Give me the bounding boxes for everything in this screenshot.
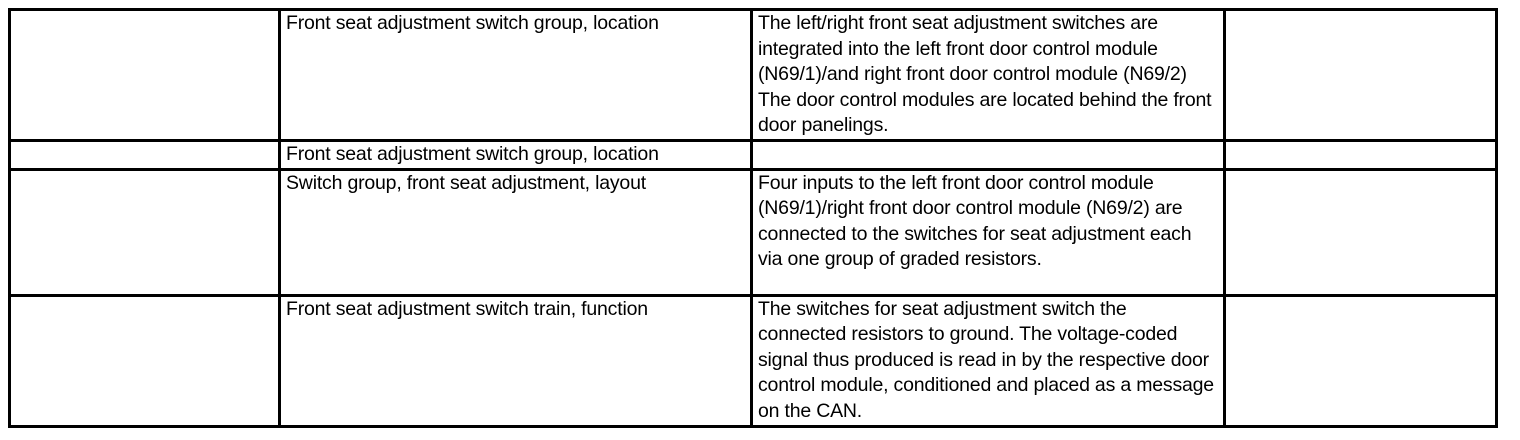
table-row [10,140,1497,169]
row-blank-cell [10,169,280,295]
document-table [8,8,1498,428]
row-title-cell: Front seat adjustment switch group, location [280,140,752,169]
row-blank-cell [1225,169,1497,295]
row-blank-cell [10,295,280,426]
row-blank-cell [10,140,280,169]
row-title-cell: Switch group, front seat adjustment, layout [280,169,752,295]
row-blank-cell [1225,140,1497,169]
table-row [10,295,1497,426]
row-title-cell: Front seat adjustment switch group, location [280,10,752,141]
table-row [10,169,1497,295]
row-description-cell: Four inputs to the left front door control module (N69/1)/right front door control module (N69/2) are connected to the switches for seat adjustment each via one group of graded resistors. [752,169,1225,295]
row-description-cell: The switches for seat adjustment switch the connected resistors to ground. The voltage-coded signal thus produced is read in by the respective door control module, conditioned and placed as a message on the CAN. [752,295,1225,426]
row-blank-cell [10,10,280,141]
row-description-cell [752,140,1225,169]
table-row [10,10,1497,141]
row-blank-cell [1225,295,1497,426]
row-description-cell: The left/right front seat adjustment switches are integrated into the left front door control module (N69/1)/and right front door control module (N69/2) The door control modules are located behind the front door panelings. [752,10,1225,141]
row-blank-cell [1225,10,1497,141]
row-title-cell: Front seat adjustment switch train, function [280,295,752,426]
